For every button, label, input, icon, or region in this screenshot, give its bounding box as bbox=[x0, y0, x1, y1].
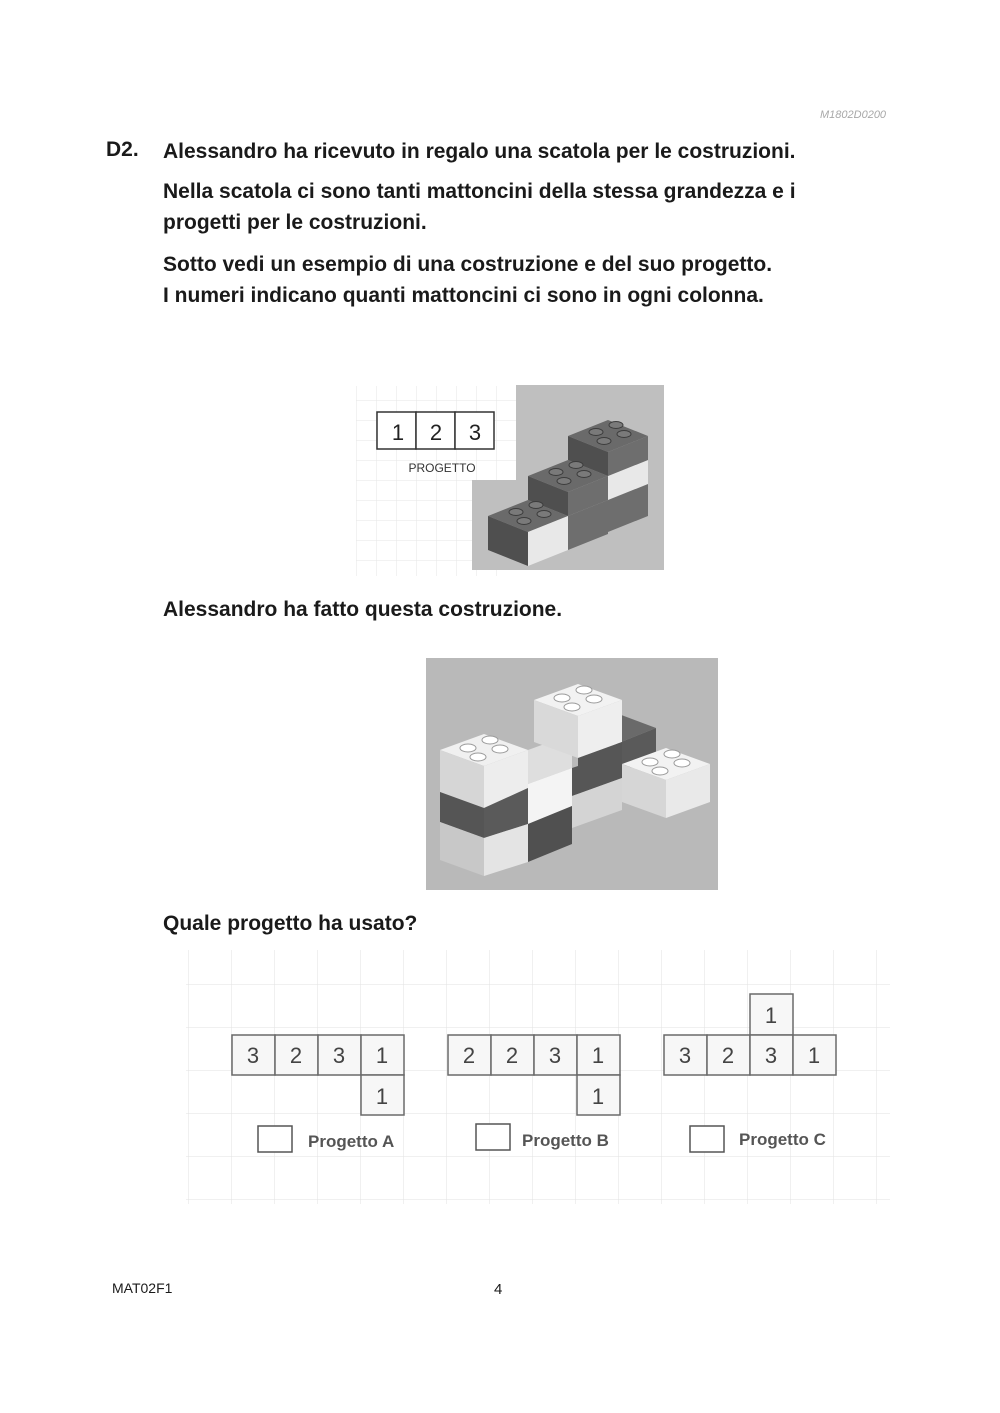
option-b-cell: 3 bbox=[548, 1043, 562, 1068]
option-b-label[interactable]: Progetto B bbox=[522, 1131, 609, 1150]
example-figure bbox=[356, 380, 666, 576]
item-code: M1802D0200 bbox=[820, 109, 887, 121]
question-number: D2. bbox=[106, 138, 139, 161]
option-b-cell: 1 bbox=[591, 1084, 605, 1109]
option-a-cell: 3 bbox=[246, 1043, 260, 1068]
option-c-cell: 1 bbox=[764, 1003, 778, 1028]
para2-line-2: progetti per le costruzioni. bbox=[163, 211, 427, 234]
example-plan-label: PROGETTO bbox=[408, 461, 476, 475]
options-figure bbox=[186, 950, 890, 1204]
question-intro bbox=[163, 136, 883, 167]
option-c-cell: 3 bbox=[764, 1043, 778, 1068]
option-b-cell: 1 bbox=[591, 1043, 605, 1068]
alessandro-construction-figure bbox=[426, 658, 718, 890]
option-c-checkbox[interactable] bbox=[690, 1126, 724, 1152]
option-b-checkbox[interactable] bbox=[476, 1124, 510, 1150]
option-c-label[interactable]: Progetto C bbox=[739, 1130, 826, 1149]
intro-line: Alessandro ha ricevuto in regalo una scatola per le costruzioni. bbox=[163, 140, 796, 163]
option-a-cell: 1 bbox=[375, 1043, 389, 1068]
option-a-cell: 2 bbox=[289, 1043, 303, 1068]
option-c-cell: 1 bbox=[807, 1043, 821, 1068]
option-c-cell: 3 bbox=[678, 1043, 692, 1068]
built-text-line: Alessandro ha fatto questa costruzione. bbox=[163, 598, 563, 621]
option-c-cell: 2 bbox=[721, 1043, 735, 1068]
which-plan-question bbox=[163, 908, 883, 939]
question-paragraph-3 bbox=[163, 249, 883, 311]
para3-line-2: I numeri indicano quanti mattoncini ci sono in ogni colonna. bbox=[163, 284, 764, 307]
example-cell-2: 2 bbox=[429, 420, 443, 445]
option-b-cell: 2 bbox=[462, 1043, 476, 1068]
para2-line-1: Nella scatola ci sono tanti mattoncini della stessa grandezza e i bbox=[163, 180, 796, 203]
ask-text-line: Quale progetto ha usato? bbox=[163, 912, 418, 935]
option-a-checkbox[interactable] bbox=[258, 1126, 292, 1152]
example-cell-3: 3 bbox=[468, 420, 482, 445]
question-paragraph-2 bbox=[163, 176, 883, 238]
option-b-cell: 2 bbox=[505, 1043, 519, 1068]
footer-page-number: 4 bbox=[494, 1281, 503, 1298]
option-a-cell: 1 bbox=[375, 1084, 389, 1109]
footer-doc-code: MAT02F1 bbox=[112, 1280, 173, 1296]
example-cell-1: 1 bbox=[391, 420, 405, 445]
built-construction-text bbox=[163, 594, 883, 625]
option-a-label[interactable]: Progetto A bbox=[308, 1132, 395, 1151]
para3-line-1: Sotto vedi un esempio di una costruzione e del suo progetto. bbox=[163, 253, 773, 276]
option-a-cell: 3 bbox=[332, 1043, 346, 1068]
